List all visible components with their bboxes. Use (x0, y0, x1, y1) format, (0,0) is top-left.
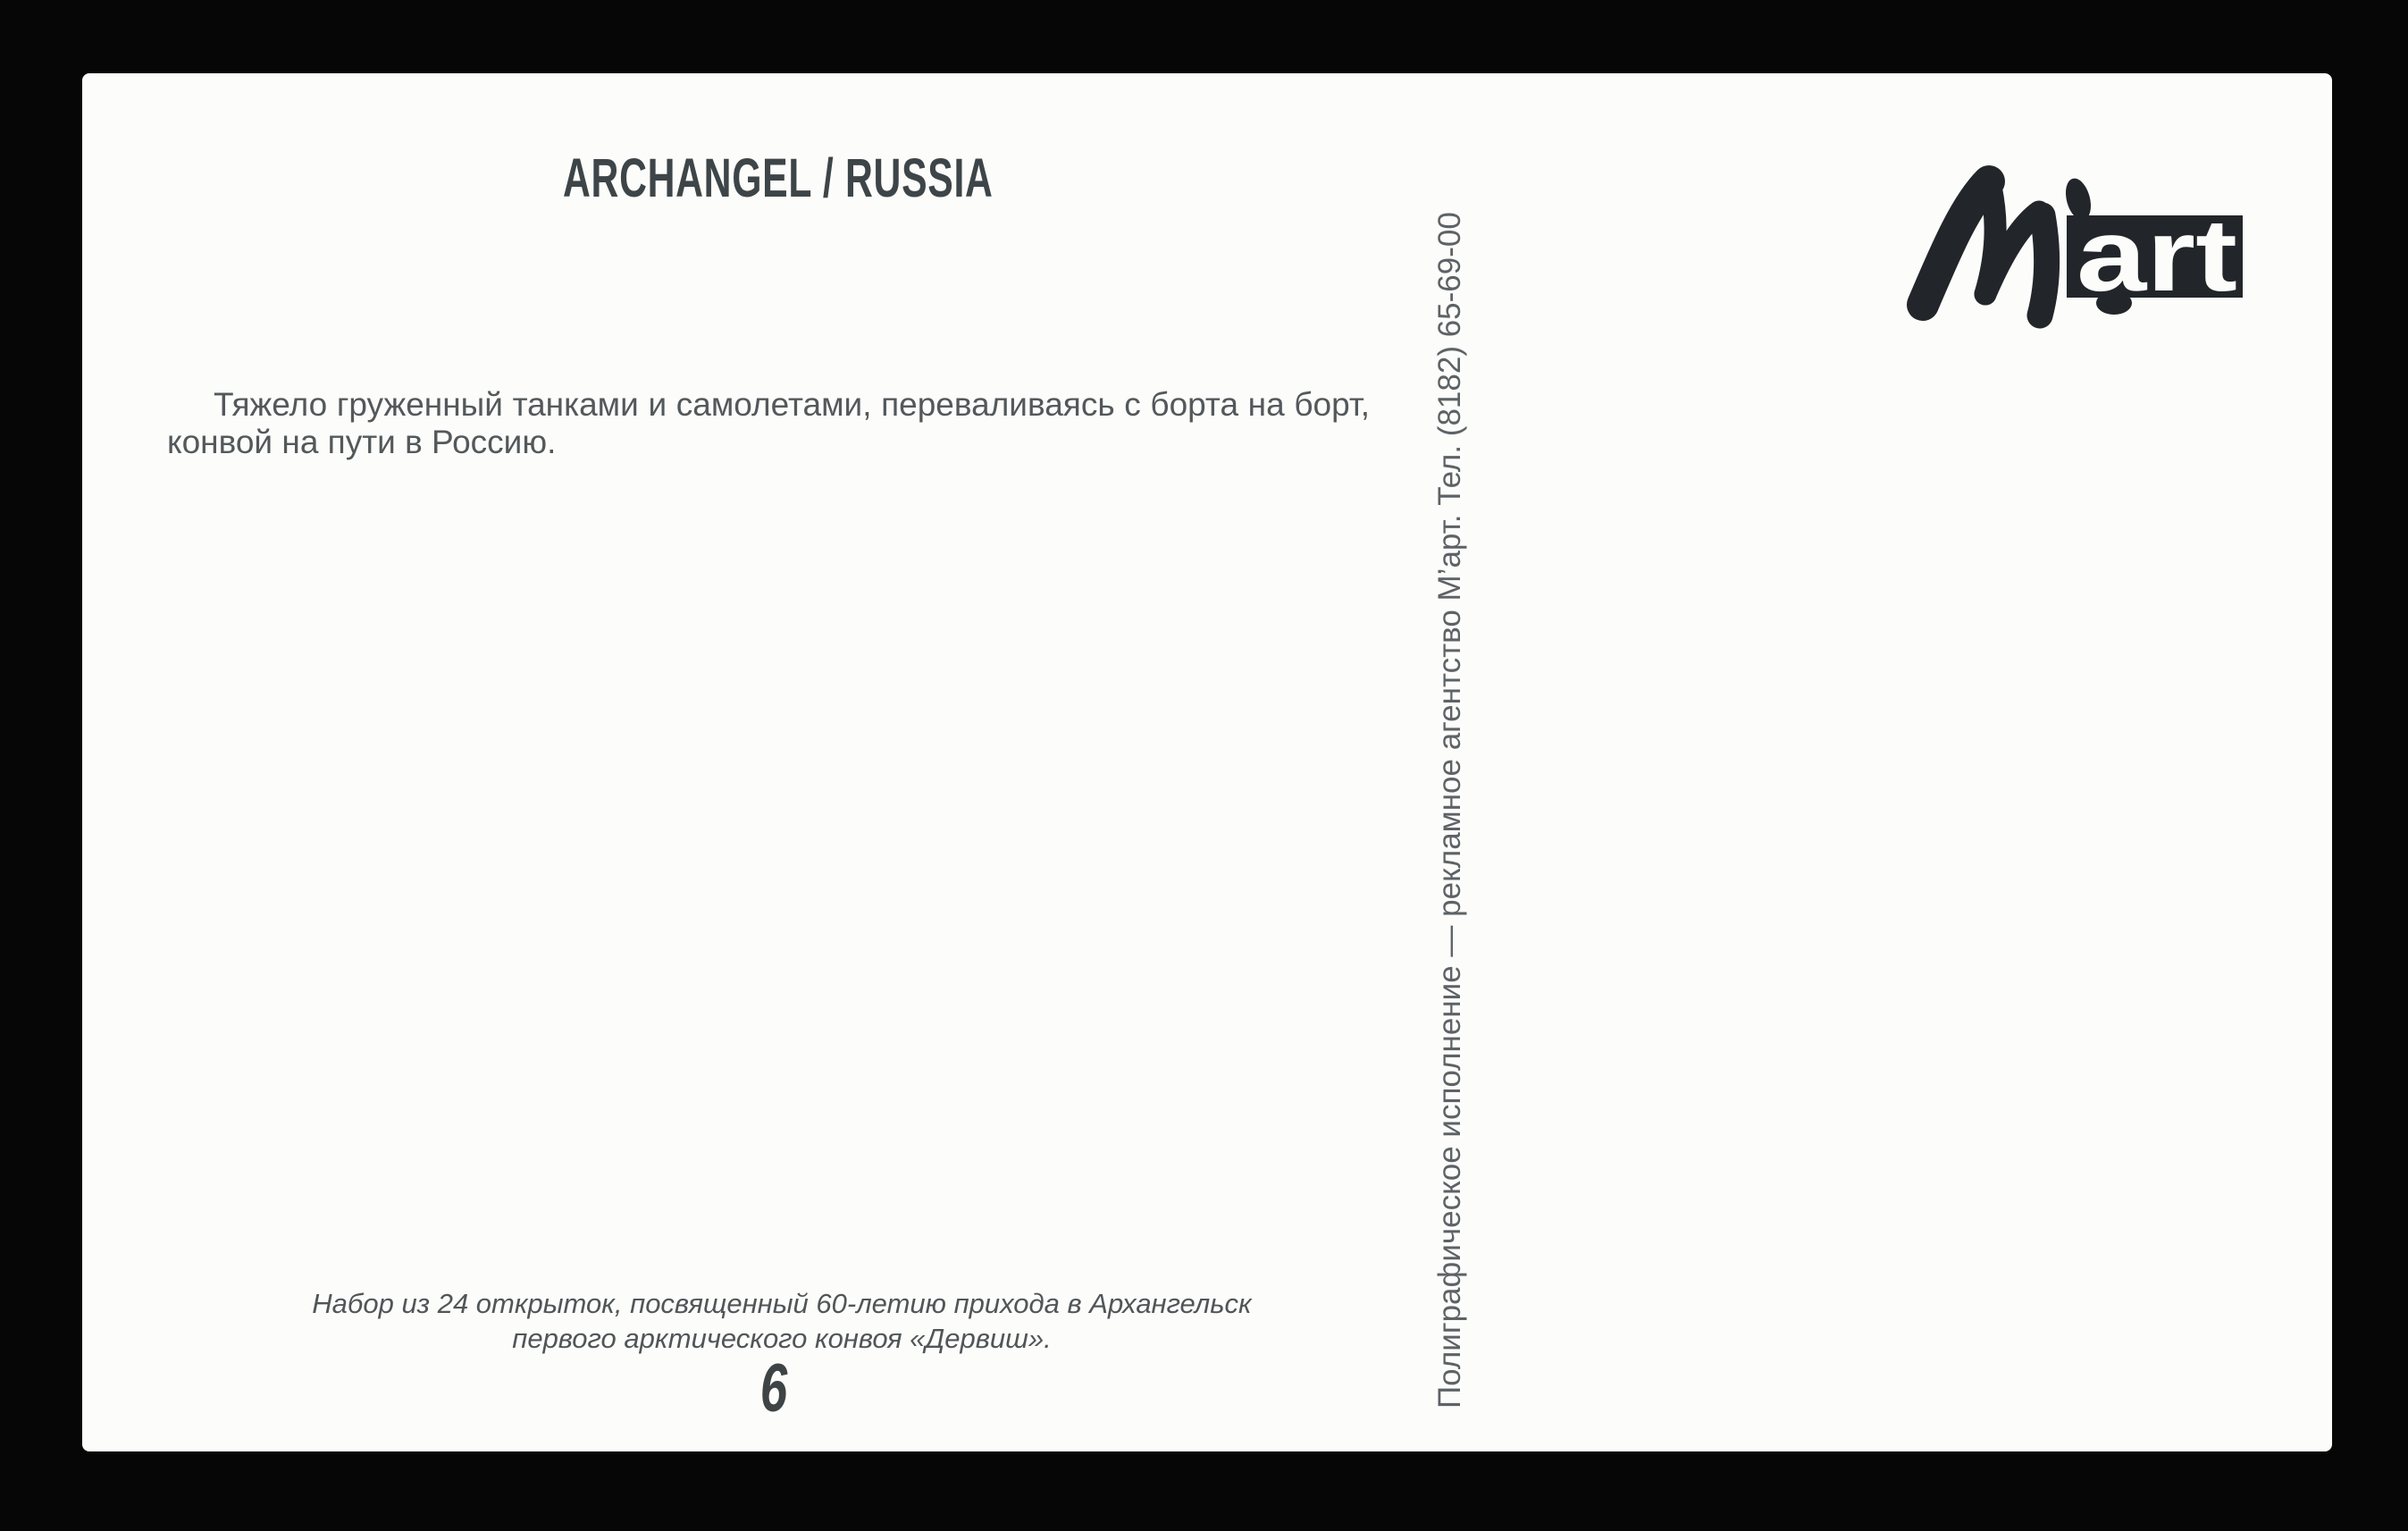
caption-line-2: конвой на пути в Россию. (167, 424, 557, 460)
art-wordmark-text: art (2077, 198, 2237, 313)
postcard-title: ARCHANGEL / RUSSIA (563, 147, 994, 208)
mart-logo-graphic (1909, 164, 2243, 338)
publisher-vertical-text: Полиграфическое исполнение — рекламное агентство М’арт. Тел. (8182) 65-69-00 (1432, 212, 1467, 1409)
postcard (82, 73, 2332, 1451)
footer-note-line-1: Набор из 24 открыток, посвященный 60-летию прихода в Архангельск (312, 1288, 1252, 1319)
m-script-glyph (1923, 181, 2047, 315)
caption-line-1: Тяжело груженный танками и самолетами, переваливаясь с борта на борт, (214, 386, 1370, 423)
footer-note-line-2: первого арктического конвоя «Дервиш». (512, 1323, 1052, 1354)
photo-caption (167, 386, 1370, 461)
footer-note (167, 1286, 1397, 1356)
card-number: 6 (759, 1350, 788, 1426)
mart-logo (1909, 164, 2243, 338)
